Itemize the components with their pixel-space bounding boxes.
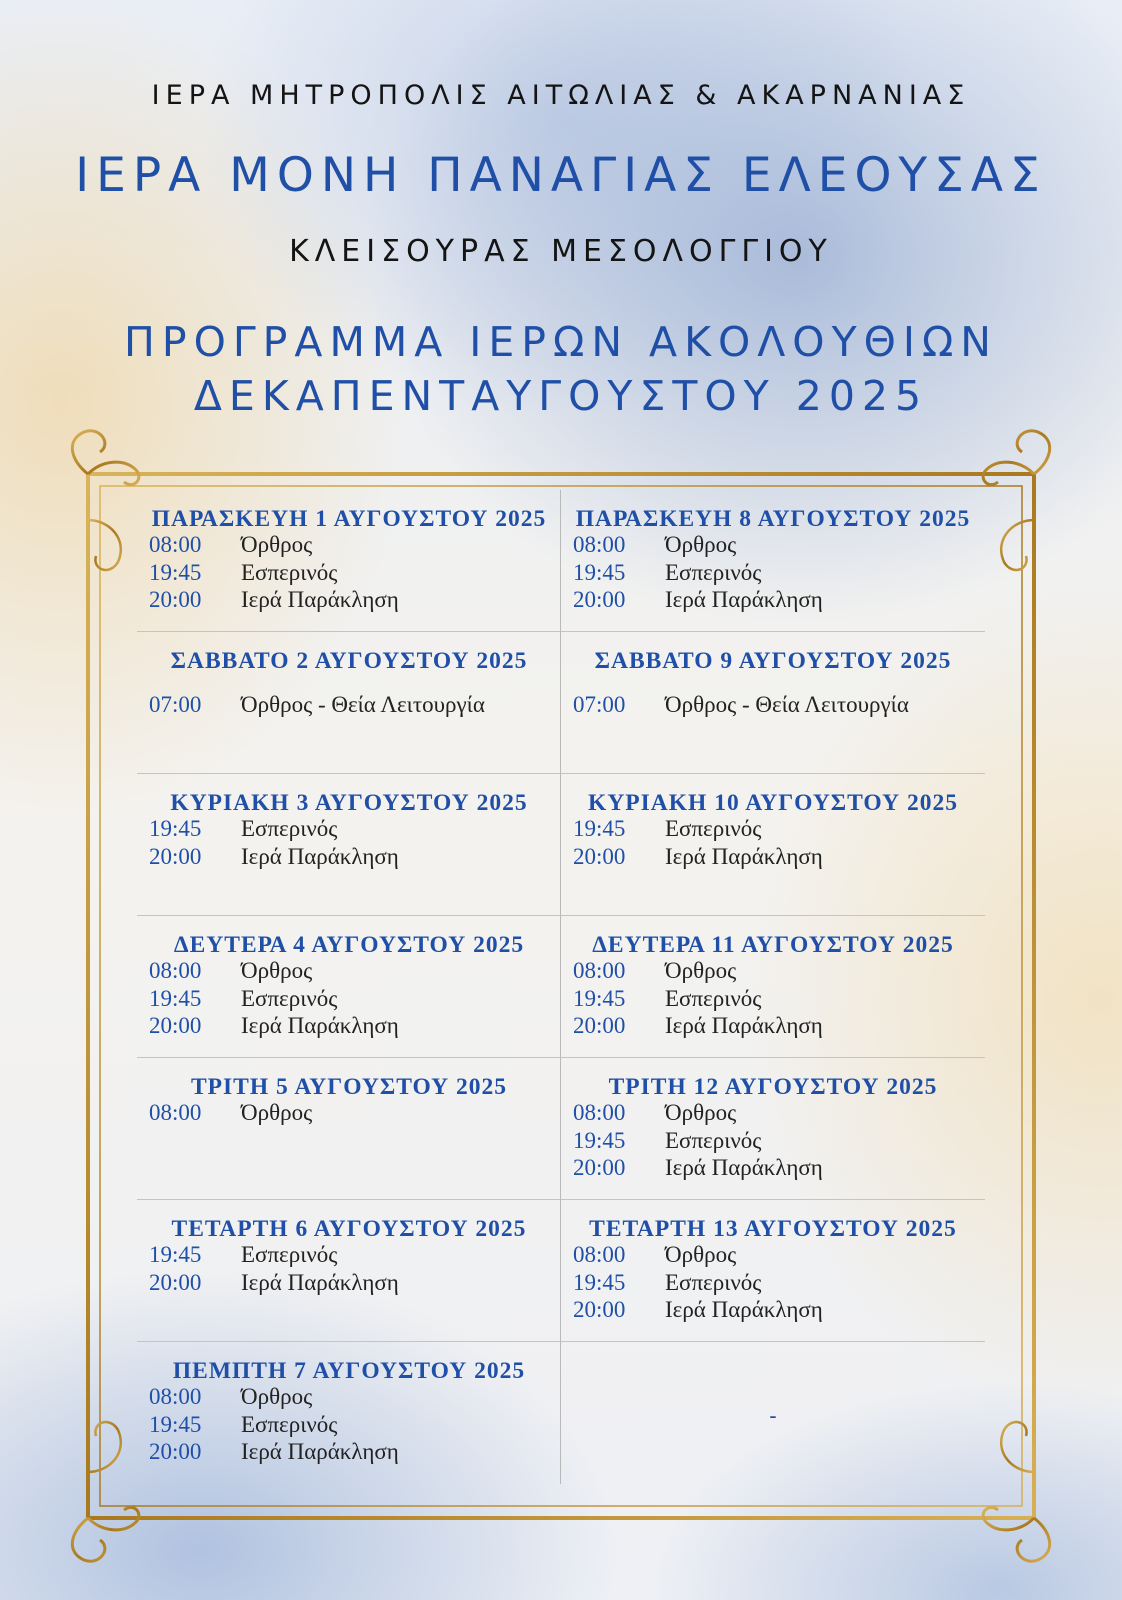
service-time: 20:00	[573, 1155, 626, 1180]
day-heading: ΔΕΥΤΕΡΑ 11 ΑΥΓΟΥΣΤΟΥ 2025	[592, 932, 954, 958]
service-name: Εσπερινός	[241, 1411, 338, 1437]
service-name: Ιερά Παράκληση	[665, 843, 823, 869]
service-name: Ιερά Παράκληση	[241, 843, 399, 869]
service-time: 20:00	[573, 1297, 626, 1322]
service-name: Εσπερινός	[241, 816, 338, 841]
day-cell	[137, 1200, 561, 1342]
day-cell	[561, 1342, 985, 1484]
service-name: Όρθρος	[241, 958, 313, 983]
program-title-line1: ΠΡΟΓΡΑΜΜΑ ΙΕΡΩΝ ΑΚΟΛΟΥΘΙΩΝ	[124, 318, 998, 366]
service-name: Εσπερινός	[665, 985, 762, 1011]
day-cell	[561, 490, 985, 632]
service-time: 19:45	[573, 1269, 626, 1295]
service-name: Εσπερινός	[665, 1127, 762, 1153]
service-name: Ιερά Παράκληση	[241, 587, 399, 612]
day-heading: ΚΥΡΙΑΚΗ 3 ΑΥΓΟΥΣΤΟΥ 2025	[170, 790, 528, 816]
service-time: 08:00	[149, 1384, 202, 1409]
empty-placeholder: -	[769, 1404, 777, 1429]
service-name: Εσπερινός	[241, 559, 338, 585]
service-time: 08:00	[573, 1100, 626, 1125]
day-cell	[561, 916, 985, 1058]
service-time: 20:00	[573, 843, 626, 869]
location-title: ΚΛΕΙΣΟΥΡΑΣ ΜΕΣΟΛΟΓΓΙΟΥ	[289, 234, 833, 269]
service-time: 19:45	[149, 1242, 202, 1267]
service-time: 20:00	[149, 1439, 202, 1464]
service-time: 19:45	[573, 1127, 626, 1153]
day-cell	[561, 1200, 985, 1342]
day-cell	[137, 632, 561, 774]
service-time: 08:00	[573, 958, 626, 983]
service-name: Ιερά Παράκληση	[665, 1297, 823, 1322]
service-name: Εσπερινός	[241, 985, 338, 1011]
day-heading: ΤΕΤΑΡΤΗ 13 ΑΥΓΟΥΣΤΟΥ 2025	[589, 1216, 957, 1242]
metropolis-title: ΙΕΡΑ ΜΗΤΡΟΠΟΛΙΣ ΑΙΤΩΛΙΑΣ & ΑΚΑΡΝΑΝΙΑΣ	[151, 80, 971, 111]
day-heading: ΠΕΜΠΤΗ 7 ΑΥΓΟΥΣΤΟΥ 2025	[172, 1358, 526, 1384]
service-name: Εσπερινός	[665, 816, 762, 841]
service-name: Ιερά Παράκληση	[665, 1013, 823, 1038]
service-time: 19:45	[149, 985, 202, 1011]
day-heading: ΠΑΡΑΣΚΕΥΗ 1 ΑΥΓΟΥΣΤΟΥ 2025	[151, 506, 547, 532]
service-name: Όρθρος - Θεία Λειτουργία	[241, 692, 485, 717]
program-title-line2: ΔΕΚΑΠΕΝΤΑΥΓΟΥΣΤΟΥ 2025	[193, 372, 929, 420]
day-heading: ΠΑΡΑΣΚΕΥΗ 8 ΑΥΓΟΥΣΤΟΥ 2025	[575, 506, 971, 532]
day-heading: ΣΑΒΒΑΤΟ 9 ΑΥΓΟΥΣΤΟΥ 2025	[594, 648, 952, 674]
service-time: 08:00	[573, 1242, 626, 1267]
service-time: 19:45	[573, 559, 626, 585]
service-time: 20:00	[573, 587, 626, 612]
service-name: Όρθρος - Θεία Λειτουργία	[665, 692, 909, 717]
service-time: 19:45	[149, 559, 202, 585]
service-time: 08:00	[149, 958, 202, 983]
service-name: Ιερά Παράκληση	[241, 1439, 399, 1464]
day-heading: ΚΥΡΙΑΚΗ 10 ΑΥΓΟΥΣΤΟΥ 2025	[588, 790, 958, 816]
service-time: 08:00	[573, 532, 626, 557]
service-time: 20:00	[149, 587, 202, 612]
day-cell	[137, 490, 561, 632]
monastery-title: ΙΕΡΑ ΜΟΝΗ ΠΑΝΑΓΙΑΣ ΕΛΕΟΥΣΑΣ	[75, 148, 1047, 203]
day-cell	[137, 1058, 561, 1200]
service-name: Όρθρος	[665, 958, 737, 983]
service-time: 19:45	[573, 985, 626, 1011]
service-name: Ιερά Παράκληση	[665, 587, 823, 612]
service-time: 08:00	[149, 532, 202, 557]
service-time: 07:00	[149, 692, 202, 717]
day-cell	[561, 1058, 985, 1200]
service-name: Εσπερινός	[665, 1269, 762, 1295]
service-name: Εσπερινός	[241, 1242, 338, 1267]
service-time: 08:00	[149, 1100, 202, 1125]
day-cell	[137, 916, 561, 1058]
day-cell	[561, 774, 985, 916]
service-name: Ιερά Παράκληση	[241, 1269, 399, 1295]
service-name: Όρθρος	[665, 1100, 737, 1125]
service-time: 20:00	[149, 843, 202, 869]
service-time: 19:45	[149, 1411, 202, 1437]
day-cell	[137, 774, 561, 916]
day-cell	[137, 1342, 561, 1484]
service-name: Ιερά Παράκληση	[241, 1013, 399, 1038]
service-time: 20:00	[149, 1269, 202, 1295]
day-heading: ΣΑΒΒΑΤΟ 2 ΑΥΓΟΥΣΤΟΥ 2025	[170, 648, 528, 674]
day-heading: ΤΕΤΑΡΤΗ 6 ΑΥΓΟΥΣΤΟΥ 2025	[171, 1216, 527, 1242]
service-name: Ιερά Παράκληση	[665, 1155, 823, 1180]
day-heading: ΔΕΥΤΕΡΑ 4 ΑΥΓΟΥΣΤΟΥ 2025	[173, 932, 525, 958]
day-cell	[561, 632, 985, 774]
service-time: 20:00	[149, 1013, 202, 1038]
service-name: Όρθρος	[665, 1242, 737, 1267]
day-heading: ΤΡΙΤΗ 12 ΑΥΓΟΥΣΤΟΥ 2025	[608, 1074, 938, 1100]
service-name: Όρθρος	[241, 1100, 313, 1125]
service-time: 20:00	[573, 1013, 626, 1038]
service-name: Όρθρος	[665, 532, 737, 557]
service-name: Εσπερινός	[665, 559, 762, 585]
service-time: 07:00	[573, 692, 626, 717]
service-time: 19:45	[573, 816, 626, 841]
service-name: Όρθρος	[241, 1384, 313, 1409]
day-heading: ΤΡΙΤΗ 5 ΑΥΓΟΥΣΤΟΥ 2025	[191, 1074, 507, 1100]
service-time: 19:45	[149, 816, 202, 841]
service-name: Όρθρος	[241, 532, 313, 557]
